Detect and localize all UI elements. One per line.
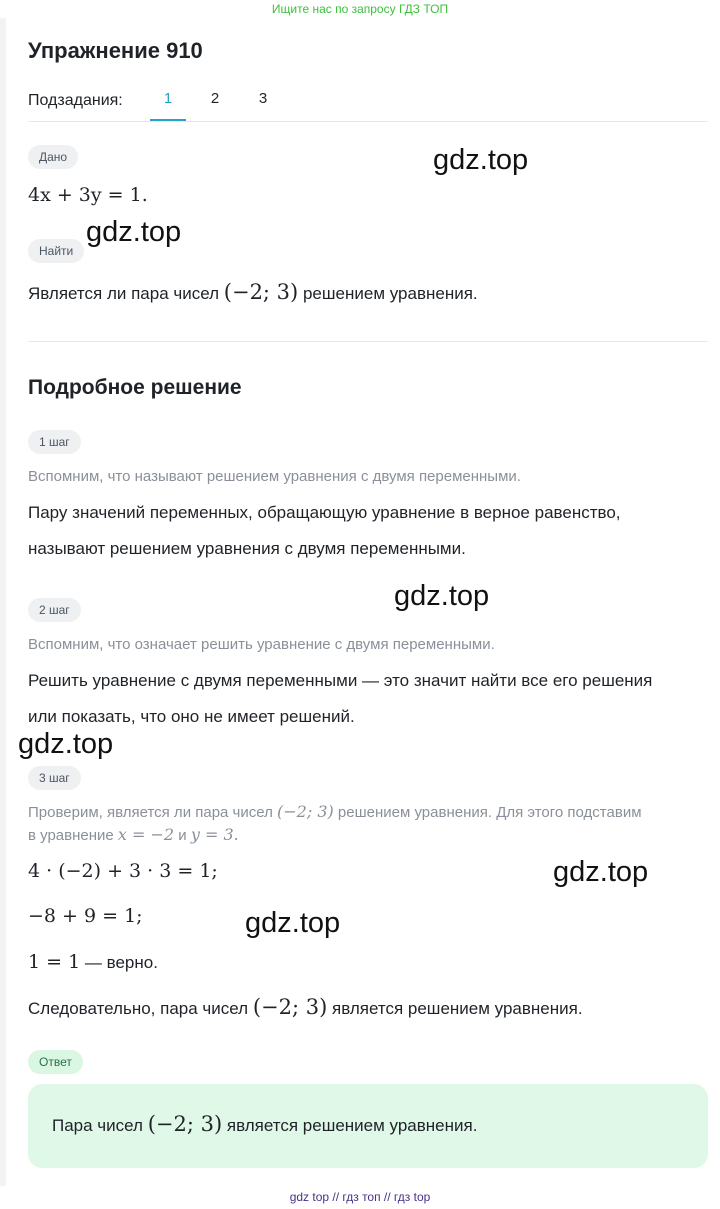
step-3-hint-text-after: решением уравнения. Для этого подставим [333, 804, 642, 821]
watermark: gdz.top [18, 728, 114, 760]
conclusion-text-after: является решением уравнения. [327, 999, 583, 1018]
step-3-hint-y: y = 3. [190, 825, 239, 844]
step-2-chip: 2 шаг [28, 598, 81, 622]
watermark: gdz.top [86, 216, 182, 248]
section-divider [28, 341, 708, 342]
step-3-hint-text-2: в уравнение [28, 827, 118, 844]
watermark: gdz.top [553, 856, 649, 888]
step-1-chip: 1 шаг [28, 430, 81, 454]
find-text-after: решением уравнения. [298, 284, 478, 303]
answer-box [28, 1084, 708, 1168]
step-2-line-2: или показать, что оно не имеет решений. [28, 707, 355, 726]
answer-text-before: Пара чисел [52, 1116, 148, 1135]
watermark: gdz.top [433, 144, 529, 176]
step-3-hint-and: и [174, 827, 191, 844]
find-pair: (−2; 3) [223, 280, 299, 304]
given-chip: Дано [28, 145, 78, 169]
step-3-calc-3-math: 1 = 1 [28, 951, 81, 973]
tab-subtask-2[interactable]: 2 [210, 90, 220, 107]
step-3-hint-line-2 [28, 825, 239, 844]
watermark: gdz.top [245, 907, 341, 939]
step-3-calc-3-text: — верно. [80, 953, 158, 972]
tabs-divider [28, 121, 708, 122]
step-1-hint: Вспомним, что называют решением уравнения с двумя переменными. [28, 468, 521, 485]
answer-chip: Ответ [28, 1050, 83, 1074]
page-title: Упражнение 910 [28, 38, 203, 63]
step-1-line-2: называют решением уравнения с двумя переменными. [28, 539, 466, 558]
step-3-calc-2: −8 + 9 = 1; [28, 905, 143, 927]
step-2-line-1: Решить уравнение с двумя переменными — это значит найти все его решения [28, 671, 653, 690]
tab-subtask-3[interactable]: 3 [258, 90, 268, 107]
step-3-hint-text: Проверим, является ли пара чисел [28, 804, 278, 821]
answer-text [52, 1112, 477, 1136]
step-3-hint-pair: (−2; 3) [277, 802, 334, 821]
step-3-hint-line-1 [28, 802, 642, 821]
find-chip: Найти [28, 239, 84, 263]
step-3-calc-3 [28, 951, 158, 973]
step-3-chip: 3 шаг [28, 766, 81, 790]
conclusion-text-before: Следовательно, пара чисел [28, 999, 253, 1018]
find-text-before: Является ли пара чисел [28, 284, 224, 303]
answer-pair: (−2; 3) [147, 1112, 223, 1136]
step-3-conclusion [28, 995, 583, 1019]
find-question [28, 280, 478, 304]
footer-links[interactable]: gdz top // гдз топ // гдз top [289, 1190, 431, 1204]
given-equation: 4x + 3y = 1. [28, 184, 148, 206]
conclusion-pair: (−2; 3) [252, 995, 328, 1019]
step-3-hint-x: x = −2 [117, 825, 175, 844]
subtasks-label: Подзадания: [28, 92, 123, 109]
tab-subtask-1[interactable]: 1 [163, 90, 173, 107]
watermark: gdz.top [394, 580, 490, 612]
step-1-line-1: Пару значений переменных, обращающую уравнение в верное равенство, [28, 503, 621, 522]
step-3-calc-1: 4 · (−2) + 3 · 3 = 1; [28, 860, 218, 882]
search-banner[interactable]: Ищите нас по запросу ГДЗ ТОП [271, 2, 449, 16]
exercise-card [6, 18, 720, 1186]
solution-title: Подробное решение [28, 376, 242, 399]
answer-text-after: является решением уравнения. [222, 1116, 478, 1135]
step-2-hint: Вспомним, что означает решить уравнение с двумя переменными. [28, 636, 495, 653]
